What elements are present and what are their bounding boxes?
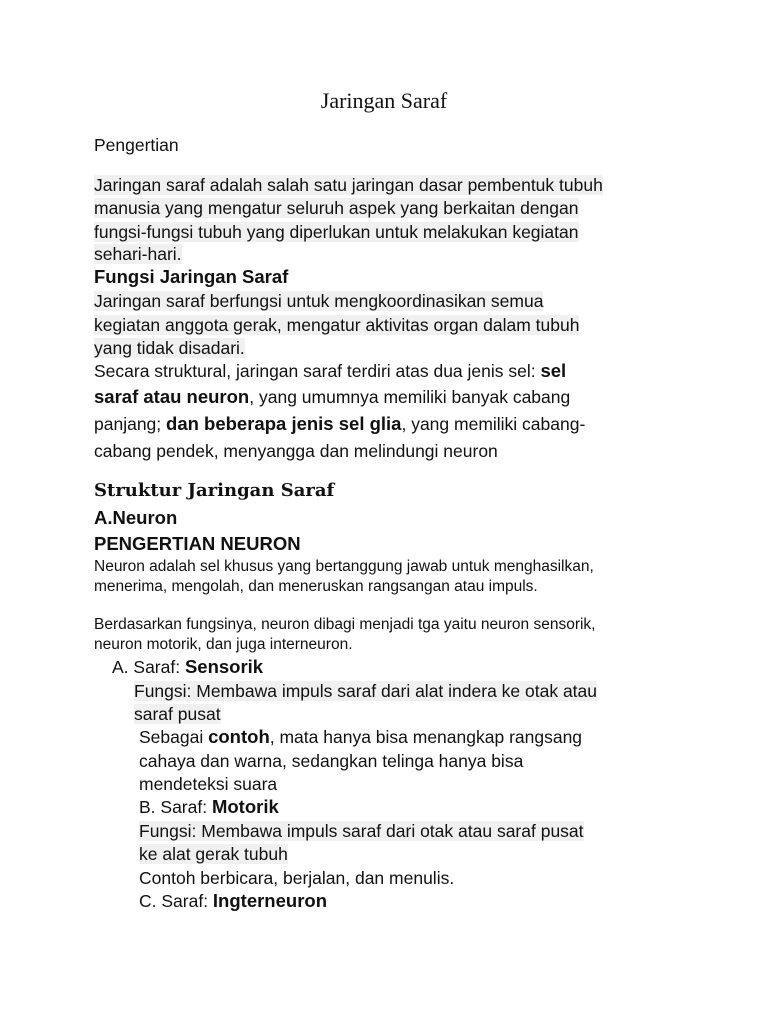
fungsi-line-3: yang tidak disadari. bbox=[94, 338, 245, 358]
struktur-heading: Struktur Jaringan Saraf bbox=[94, 480, 335, 501]
pengertian-line-1: Jaringan saraf adalah salah satu jaringan dasar pembentuk tubuh bbox=[94, 175, 603, 195]
pengertian-line-3: fungsi-fungsi tubuh yang diperlukan untuk melakukan kegiatan bbox=[94, 222, 579, 242]
motorik-heading: B. Saraf: Motorik bbox=[139, 796, 279, 817]
motorik-contoh: Contoh berbicara, berjalan, dan menulis. bbox=[139, 868, 455, 888]
neuron-def-line-2: menerima, mengolah, dan meneruskan rangsangan atau impuls. bbox=[94, 578, 538, 595]
motorik-fungsi-line-1: Fungsi: Membawa impuls saraf dari otak atau saraf pusat bbox=[139, 821, 584, 841]
fungsi-neuron-line-2: neuron motorik, dan juga interneuron. bbox=[94, 636, 353, 653]
motorik-fungsi-line-2: ke alat gerak tubuh bbox=[139, 844, 288, 864]
sensorik-heading: A. Saraf: Sensorik bbox=[112, 656, 264, 677]
neuron-def-line-1: Neuron adalah sel khusus yang bertanggung jawab untuk menghasilkan, bbox=[94, 558, 594, 575]
struktural-line-3: panjang; dan beberapa jenis sel glia, yang memiliki cabang- bbox=[94, 413, 586, 434]
pengertian-neuron-heading: PENGERTIAN NEURON bbox=[94, 533, 301, 554]
struktural-line-2: saraf atau neuron, yang umumnya memiliki banyak cabang bbox=[94, 386, 571, 407]
fungsi-line-2: kegiatan anggota gerak, mengatur aktivitas organ dalam tubuh bbox=[94, 315, 580, 335]
fungsi-line-1: Jaringan saraf berfungsi untuk mengkoordinasikan semua bbox=[94, 291, 544, 311]
fungsi-neuron-line-1: Berdasarkan fungsinya, neuron dibagi menjadi tga yaitu neuron sensorik, bbox=[94, 616, 596, 633]
sensorik-contoh-line-1: Sebagai contoh, mata hanya bisa menangkap rangsang bbox=[139, 726, 583, 747]
sensorik-fungsi-line-1: Fungsi: Membawa impuls saraf dari alat indera ke otak atau bbox=[134, 681, 598, 701]
pengertian-heading: Pengertian bbox=[94, 135, 179, 155]
document-title: Jaringan Saraf bbox=[320, 88, 448, 113]
struktural-line-1: Secara struktural, jaringan saraf terdiri atas dua jenis sel: sel bbox=[94, 360, 567, 381]
interneuron-heading: C. Saraf: Ingterneuron bbox=[139, 890, 328, 911]
pengertian-line-4: sehari-hari. bbox=[94, 244, 182, 264]
neuron-heading: A.Neuron bbox=[94, 507, 178, 528]
sensorik-fungsi-line-2: saraf pusat bbox=[134, 704, 221, 724]
sensorik-contoh-line-2: cahaya dan warna, sedangkan telinga hanya bisa bbox=[139, 751, 524, 771]
sensorik-contoh-line-3: mendeteksi suara bbox=[139, 774, 278, 794]
fungsi-heading: Fungsi Jaringan Saraf bbox=[94, 266, 289, 287]
struktural-line-4: cabang pendek, menyangga dan melindungi neuron bbox=[94, 441, 498, 461]
pengertian-line-2: manusia yang mengatur seluruh aspek yang berkaitan dengan bbox=[94, 198, 579, 218]
